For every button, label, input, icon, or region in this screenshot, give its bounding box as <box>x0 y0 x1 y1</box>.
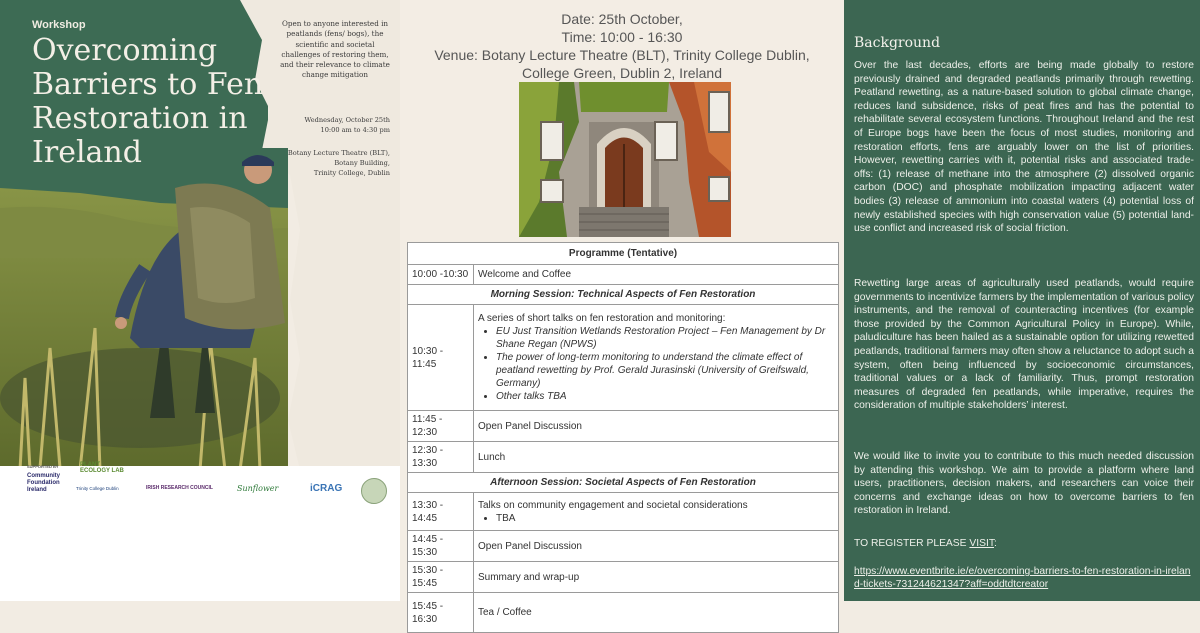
hiker-in-fen-photo <box>0 148 288 470</box>
poster-venue-line: Trinity College, Dublin <box>313 169 390 177</box>
poster-panel <box>0 0 400 601</box>
programme-time: 10:00 -10:30 <box>408 265 474 285</box>
event-time: Time: 10:00 - 16:30 <box>561 29 683 45</box>
programme-item <box>474 305 839 411</box>
programme-item: Tea / Coffee <box>474 593 839 633</box>
poster-description: Open to anyone interested in peatlands (fens/ bogs), the scientific and societal challenges of restoring them, and their relevance to climate change mitigation <box>280 19 390 80</box>
poster-title: Overcoming Barriers to Fen Restoration in Ireland <box>32 33 264 170</box>
poster-venue <box>280 148 390 178</box>
programme-item <box>474 493 839 531</box>
irish-research-council-logo: IRISH RESEARCH COUNCIL <box>146 485 213 491</box>
talk-item: • The power of long-term monitoring to understand the climate effect of peatland rewetting by Prof. Gerald Jurasinski (University of Greifswald, Germany) <box>496 351 834 390</box>
programme-header: Programme (Tentative) <box>408 243 839 265</box>
programme-table <box>407 242 839 633</box>
morning-session-heading: Morning Session: Technical Aspects of Fen Restoration <box>408 285 839 305</box>
programme-time: 15:45 - 16:30 <box>408 593 474 633</box>
background-panel <box>844 0 1200 601</box>
talk-item: • Other talks TBA <box>496 390 834 403</box>
talks-list <box>478 325 834 403</box>
talks-list <box>478 512 834 525</box>
programme-time: 12:30 - 13:30 <box>408 442 474 473</box>
register-prefix: TO REGISTER PLEASE <box>854 538 970 549</box>
background-paragraph: Rewetting large areas of agriculturally used peatlands, would require governments to incentivize farmers by the implementation of various policy instruments, and the removal of counteracting incentives (for example those provided by the Common Agricultural Policy in Europe). While, paludiculture has been hailed as a sustainable option for utilizing rewetted peatlands, traditional farmers may often show a reluctance to adopt such a system, often being influenced by socioeconomic circumstances, traditional values or a lack of familiarity. Thus, prompt restoration measures of degraded fen peatlands, while imperative, requires the consideration of multiple stakeholders’ interest. <box>854 278 1194 412</box>
programme-item: Summary and wrap-up <box>474 562 839 593</box>
trinity-college-logo: Trinity College Dublin <box>76 486 119 491</box>
poster-date <box>280 115 390 135</box>
programme-item: Lunch <box>474 442 839 473</box>
supported-by-label: SUPPORTED BY <box>27 464 59 469</box>
programme-time: 15:30 - 15:45 <box>408 562 474 593</box>
poster-venue-line: Botany Building, <box>334 159 390 167</box>
poster-venue-line: Botany Lecture Theatre (BLT), <box>287 149 390 157</box>
talk-item: • EU Just Transition Wetlands Restoration Project – Fen Management by Dr Shane Regan (NPWS) <box>496 325 834 351</box>
programme-time: 14:45 - 15:30 <box>408 531 474 562</box>
programme-time: 10:30 - 11:45 <box>408 305 474 411</box>
programme-item: Open Panel Discussion <box>474 531 839 562</box>
programme-time: 11:45 - 12:30 <box>408 411 474 442</box>
programme-item: Welcome and Coffee <box>474 265 839 285</box>
register-line <box>854 538 997 549</box>
sunflower-logo: Sunflower <box>237 484 279 493</box>
event-info <box>400 10 844 82</box>
talks-intro: Talks on community engagement and societal considerations <box>478 499 748 511</box>
event-details-panel <box>400 0 844 625</box>
talks-intro: A series of short talks on fen restoration and monitoring: <box>478 313 726 324</box>
event-date: Date: 25th October, <box>561 11 683 27</box>
circular-sponsor-logo <box>361 478 387 504</box>
programme-item: Open Panel Discussion <box>474 411 839 442</box>
event-venue: Venue: Botany Lecture Theatre (BLT), Trinity College Dublin, College Green, Dublin 2, Ireland <box>434 47 810 81</box>
background-paragraph: Over the last decades, efforts are being made globally to restore previously drained and degraded peatlands primarily through rewetting. Peatland rewetting, as a nature-based solution to global climate change, reduces land subsidence, risks of peat fires and has the potential to rehabilitate several ecosystem functions. Throughout Ireland and the rest of Europe bogs have been the focus of most studies, monitoring and restoration efforts, fens are arguably lower on the list of priorities. However, rewetting carries with it, potential risks and associated trade-offs: (1) release of methane into the atmosphere (2) dissolved organic carbon (DOC) and phosphate mobilization impacting adjacent water bodies (3) release of ammonium into coastal waters (4) potential loss of newly established species with high conservation value (5) potential land-use conflict and increased risk of social friction. <box>854 60 1194 235</box>
poster-time-line: 10:00 am to 4:30 pm <box>320 126 390 134</box>
programme-time: 13:30 - 14:45 <box>408 493 474 531</box>
poster-date-line: Wednesday, October 25th <box>304 116 390 124</box>
background-paragraph: We would like to invite you to contribute to this much needed discussion by attending this workshop. We aim to provide a platform where land users, practitioners, decision makers, and researchers can voice their concerns and exchange ideas on how to overcome barriers to fen restoration in Ireland. <box>854 451 1194 517</box>
botany-building-photo <box>519 82 731 237</box>
background-title: Background <box>854 35 941 51</box>
community-foundation-logo: Community Foundation Ireland <box>27 473 60 493</box>
talk-item: • TBA <box>496 512 834 525</box>
registration-link[interactable]: https://www.eventbrite.ie/e/overcoming-barriers-to-fen-restoration-in-ireland-tickets-731244621347?aff=oddtdtcreator <box>854 566 1191 590</box>
register-visit-link[interactable]: VISIT <box>969 538 995 549</box>
workshop-tag: Workshop <box>32 19 86 31</box>
plant-ecology-lab-logo: PLANT ECOLOGY LAB <box>80 462 124 474</box>
icrag-logo: iCRAG <box>310 483 343 494</box>
register-colon: : <box>994 538 997 549</box>
afternoon-session-heading: Afternoon Session: Societal Aspects of Fen Restoration <box>408 473 839 493</box>
